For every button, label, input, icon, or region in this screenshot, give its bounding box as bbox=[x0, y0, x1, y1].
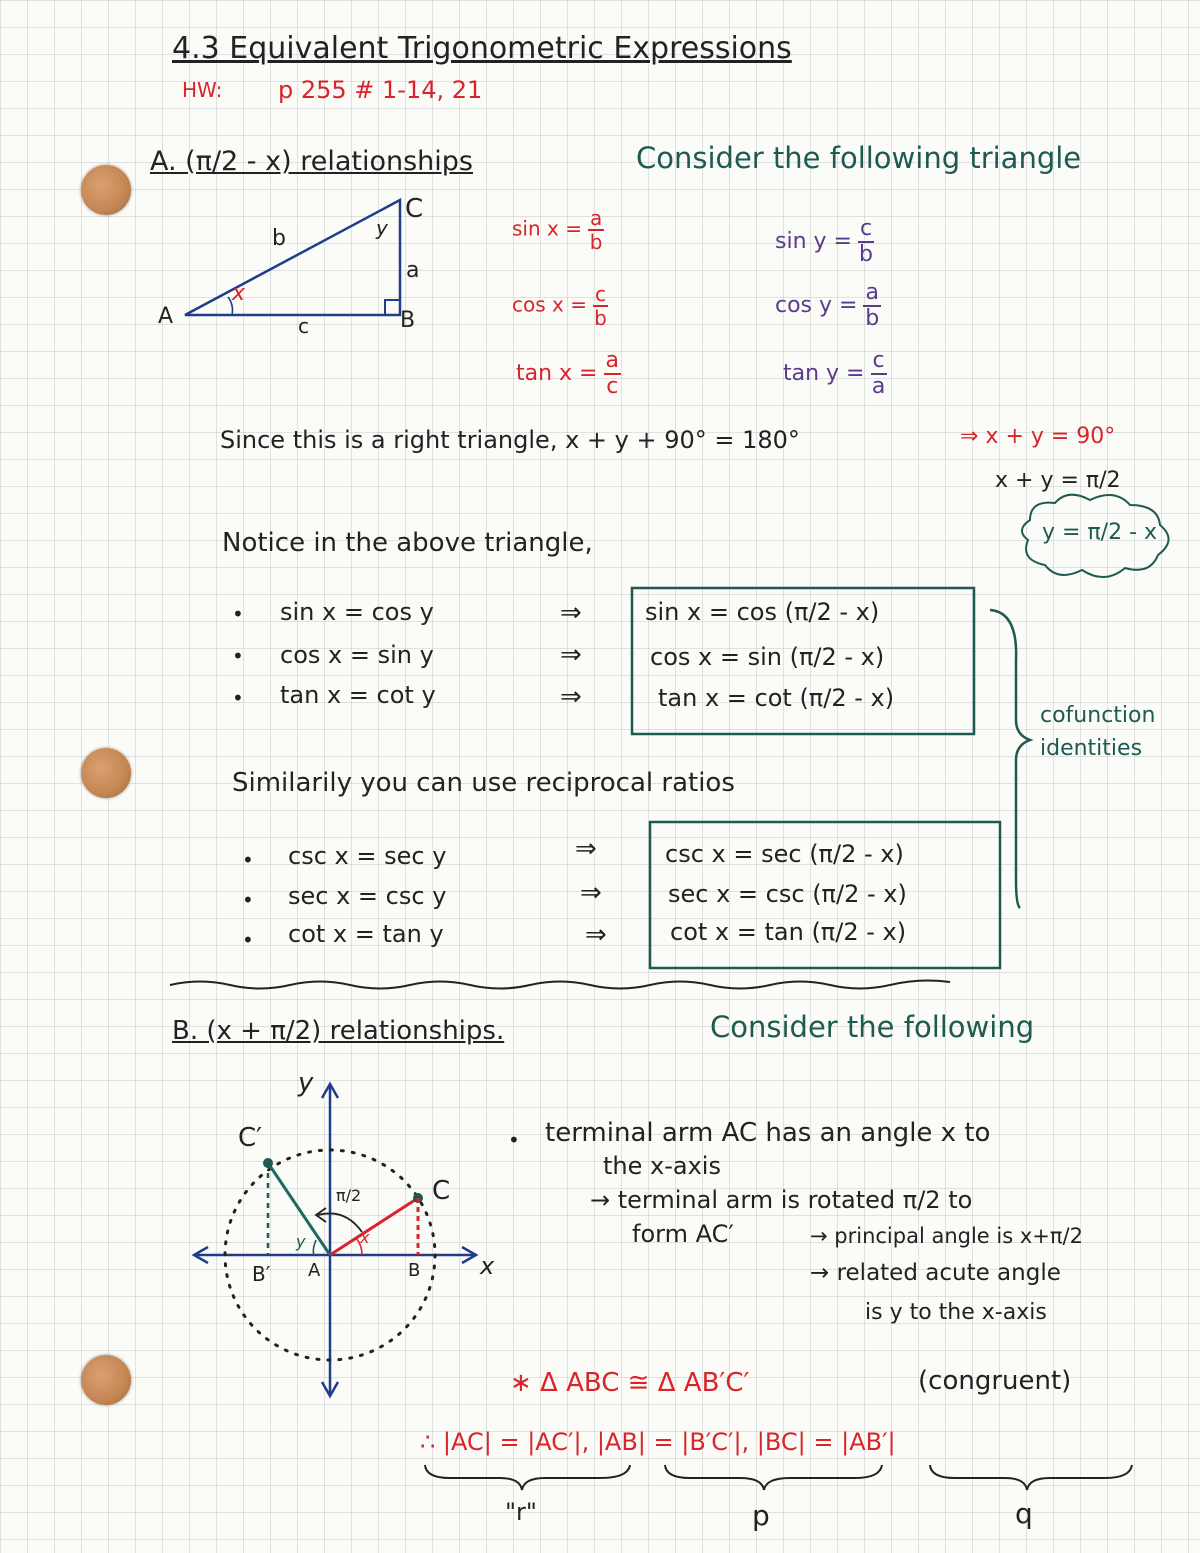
arrow1-line-b: form AC′ bbox=[632, 1220, 734, 1248]
cofunction-left-1: sin x = cos y bbox=[280, 598, 434, 626]
implies-4: ⇒ bbox=[575, 834, 597, 864]
section-a-heading: A. (π/2 - x) relationships bbox=[150, 146, 473, 177]
since-statement: Since this is a right triangle, x + y + 90° = 180° bbox=[220, 426, 800, 454]
arrow1-line-a: → terminal arm is rotated π/2 to bbox=[590, 1186, 973, 1214]
label-b-prime: B′ bbox=[252, 1262, 271, 1286]
congruence-statement: ∗ Δ ABC ≅ Δ AB′C′ bbox=[510, 1368, 750, 1398]
notice-statement: Notice in the above triangle, bbox=[222, 528, 593, 558]
label-b: B bbox=[408, 1260, 421, 1281]
section-b-heading: B. (x + π/2) relationships. bbox=[172, 1016, 505, 1046]
ratio-sin-x: sin x = $\frac{a}{b}$ bbox=[512, 206, 603, 254]
ratio-sin-y: sin y = $\frac{c}{b}$ bbox=[775, 216, 873, 267]
brace-label-p: p bbox=[752, 1499, 770, 1532]
homework-label: HW: bbox=[182, 78, 223, 102]
brace-p bbox=[665, 1465, 882, 1490]
reciprocal-left-1: csc x = sec y bbox=[288, 842, 447, 870]
cloud-text: y = π/2 - x bbox=[1042, 520, 1158, 545]
page-title: 4.3 Equivalent Trigonometric Expressions bbox=[172, 31, 792, 66]
implies-3: ⇒ bbox=[560, 682, 582, 712]
bullet1-line-b: the x-axis bbox=[603, 1152, 721, 1180]
reciprocal-right-3: cot x = tan (π/2 - x) bbox=[670, 918, 907, 946]
label-c: C bbox=[432, 1176, 451, 1206]
identities-brace bbox=[990, 610, 1030, 908]
bullet1-line-a: terminal arm AC has an angle x to bbox=[545, 1118, 991, 1148]
brace-q bbox=[930, 1465, 1132, 1490]
vertex-c: C bbox=[405, 194, 424, 224]
bullet-5: • bbox=[242, 888, 254, 912]
ratio-cos-y: cos y = $\frac{a}{b}$ bbox=[775, 280, 880, 331]
terminal-arm-ac bbox=[330, 1198, 418, 1255]
vertex-a: A bbox=[158, 304, 174, 329]
cofunction-right-1: sin x = cos (π/2 - x) bbox=[645, 598, 880, 626]
brace-r bbox=[425, 1465, 630, 1490]
angle-y-arc bbox=[313, 1240, 316, 1255]
bullet-2: • bbox=[232, 644, 244, 668]
implies-1: ⇒ bbox=[560, 598, 582, 628]
therefore-statement: ∴ |AC| = |AC′|, |AB| = |B′C′|, |BC| = |AB′| bbox=[420, 1428, 896, 1456]
implies-2: ⇒ bbox=[560, 640, 582, 670]
cofunction-right-2: cos x = sin (π/2 - x) bbox=[650, 643, 885, 671]
cofunction-right-3: tan x = cot (π/2 - x) bbox=[658, 684, 895, 712]
brace-label-r: "r" bbox=[505, 1498, 537, 1526]
ratio-tan-x: tan x = $\frac{a}{c}$ bbox=[516, 348, 619, 399]
sum-line: x + y = π/2 bbox=[995, 468, 1121, 493]
side-c: c bbox=[298, 314, 309, 338]
section-divider bbox=[170, 981, 950, 989]
right-angle-mark bbox=[385, 300, 400, 315]
vertex-b: B bbox=[400, 308, 416, 333]
section-b-consider: Consider the following bbox=[710, 1010, 1035, 1044]
homework-text: p 255 # 1-14, 21 bbox=[278, 76, 483, 104]
arrow3-line-a: → related acute angle bbox=[810, 1260, 1061, 1286]
label-pi-over-2: π/2 bbox=[336, 1186, 362, 1205]
section-a-consider: Consider the following triangle bbox=[636, 141, 1082, 175]
cofunction-left-2: cos x = sin y bbox=[280, 641, 434, 669]
angle-x-label: x bbox=[232, 281, 246, 306]
bullet-6: • bbox=[242, 928, 254, 952]
label-angle-y: y bbox=[296, 1232, 306, 1251]
side-b: b bbox=[272, 226, 286, 251]
right-triangle bbox=[185, 200, 400, 315]
axis-y-label: y bbox=[298, 1068, 314, 1098]
arrow3-line-b: is y to the x-axis bbox=[865, 1300, 1047, 1325]
angle-y-label: y bbox=[376, 216, 388, 240]
congruence-note: (congruent) bbox=[918, 1366, 1072, 1396]
ratio-cos-x: cos x = $\frac{c}{b}$ bbox=[512, 282, 607, 330]
rotation-arc bbox=[318, 1213, 362, 1232]
similarly-statement: Similarily you can use reciprocal ratios bbox=[232, 768, 735, 798]
since-result: ⇒ x + y = 90° bbox=[960, 424, 1116, 449]
bullet-4: • bbox=[242, 848, 254, 872]
label-a: A bbox=[308, 1260, 321, 1281]
reciprocal-left-2: sec x = csc y bbox=[288, 882, 447, 910]
reciprocal-right-1: csc x = sec (π/2 - x) bbox=[665, 840, 904, 868]
bullet-1: • bbox=[232, 602, 244, 626]
ratio-tan-y: tan y = $\frac{c}{a}$ bbox=[783, 348, 886, 399]
bullet-3: • bbox=[232, 686, 244, 710]
arrow2-line: → principal angle is x+π/2 bbox=[810, 1224, 1083, 1248]
cofunction-label-1: cofunction bbox=[1040, 703, 1156, 728]
reciprocal-left-3: cot x = tan y bbox=[288, 920, 444, 948]
label-angle-x: x bbox=[360, 1228, 370, 1247]
axis-x-label: x bbox=[480, 1252, 495, 1280]
implies-5: ⇒ bbox=[580, 878, 602, 908]
label-c-prime: C′ bbox=[238, 1123, 263, 1153]
implies-6: ⇒ bbox=[585, 920, 607, 950]
cofunction-left-3: tan x = cot y bbox=[280, 681, 436, 709]
bullet-7: • bbox=[508, 1128, 520, 1152]
side-a: a bbox=[406, 258, 420, 283]
cofunction-label-2: identities bbox=[1040, 736, 1143, 761]
brace-label-q: q bbox=[1015, 1497, 1033, 1530]
reciprocal-right-2: sec x = csc (π/2 - x) bbox=[668, 880, 907, 908]
